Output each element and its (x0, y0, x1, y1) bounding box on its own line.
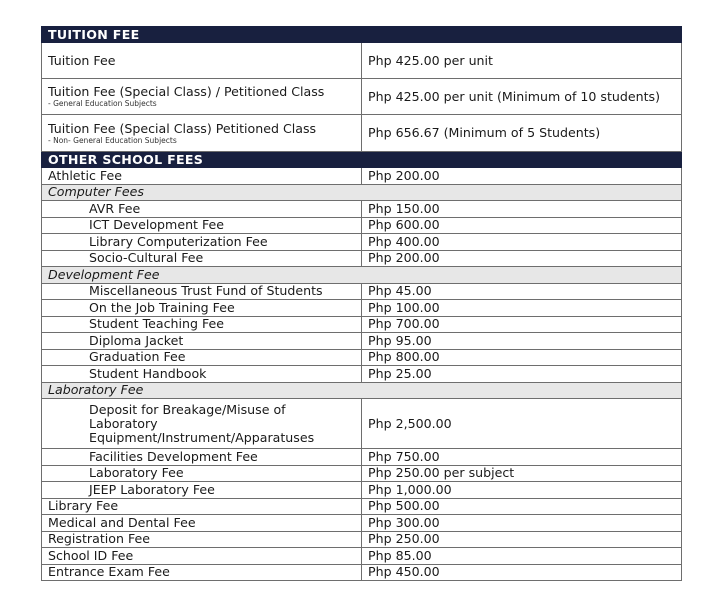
table-row (42, 531, 682, 548)
fee-label: Student Handbook (42, 366, 362, 383)
fee-value: Php 425.00 per unit (362, 43, 682, 79)
table-row (42, 366, 682, 383)
table-row (42, 201, 682, 218)
fee-value: Php 600.00 (362, 217, 682, 234)
fee-value: Php 400.00 (362, 234, 682, 251)
category-label: Laboratory Fee (42, 382, 682, 399)
fee-value: Php 2,500.00 (362, 399, 682, 449)
fee-value: Php 1,000.00 (362, 482, 682, 499)
fee-label: Library Fee (42, 498, 362, 515)
table-row (42, 250, 682, 267)
fee-label: Registration Fee (42, 531, 362, 548)
fee-label: Miscellaneous Trust Fund of Students (42, 283, 362, 300)
fee-label: AVR Fee (42, 201, 362, 218)
fee-label: Library Computerization Fee (42, 234, 362, 251)
fee-value: Php 45.00 (362, 283, 682, 300)
fee-note: - General Education Subjects (48, 99, 157, 108)
fee-value: Php 200.00 (362, 168, 682, 185)
fee-value: Php 150.00 (362, 201, 682, 218)
fee-value: Php 250.00 (362, 531, 682, 548)
fee-label-cell (42, 79, 362, 115)
table-row (42, 43, 682, 79)
table-row (42, 399, 682, 449)
fee-label: JEEP Laboratory Fee (42, 482, 362, 499)
table-row (42, 449, 682, 466)
table-row (42, 515, 682, 532)
fee-value: Php 800.00 (362, 349, 682, 366)
table-row (42, 333, 682, 350)
fee-label: School ID Fee (42, 548, 362, 565)
fee-label: ICT Development Fee (42, 217, 362, 234)
fee-table (41, 26, 682, 581)
table-row (42, 300, 682, 317)
fee-label: Facilities Development Fee (42, 449, 362, 466)
category-row (42, 267, 682, 284)
table-row (42, 349, 682, 366)
fee-label: Student Teaching Fee (42, 316, 362, 333)
fee-label-cell (42, 115, 362, 152)
table-row (42, 316, 682, 333)
table-row (42, 482, 682, 499)
fee-label: Socio-Cultural Fee (42, 250, 362, 267)
table-row (42, 168, 682, 185)
category-row (42, 382, 682, 399)
fee-label: Athletic Fee (42, 168, 362, 185)
fee-value: Php 25.00 (362, 366, 682, 383)
fee-value: Php 656.67 (Minimum of 5 Students) (362, 115, 682, 152)
other-fees-header: OTHER SCHOOL FEES (42, 152, 682, 168)
fee-label: Diploma Jacket (42, 333, 362, 350)
table-row (42, 217, 682, 234)
tuition-header: TUITION FEE (42, 27, 682, 43)
fee-value: Php 425.00 per unit (Minimum of 10 students) (362, 79, 682, 115)
fee-label: Deposit for Breakage/Misuse of Laboratory Equipment/Instrument/Apparatuses (42, 399, 362, 449)
table-row (42, 498, 682, 515)
fee-label: Tuition Fee (Special Class) / Petitioned Class (48, 84, 325, 99)
fee-label: Entrance Exam Fee (42, 564, 362, 581)
category-row (42, 184, 682, 201)
fee-value: Php 700.00 (362, 316, 682, 333)
fee-value: Php 95.00 (362, 333, 682, 350)
fee-label: Laboratory Fee (42, 465, 362, 482)
fee-value: Php 200.00 (362, 250, 682, 267)
category-label: Development Fee (42, 267, 682, 284)
fee-label: Medical and Dental Fee (42, 515, 362, 532)
fee-value: Php 100.00 (362, 300, 682, 317)
fee-value: Php 250.00 per subject (362, 465, 682, 482)
fee-value: Php 750.00 (362, 449, 682, 466)
table-row (42, 548, 682, 565)
fee-note: - Non- General Education Subjects (48, 135, 177, 145)
category-label: Computer Fees (42, 184, 682, 201)
table-row (42, 115, 682, 152)
fee-value: Php 450.00 (362, 564, 682, 581)
table-row (42, 283, 682, 300)
table-row (42, 234, 682, 251)
fee-value: Php 300.00 (362, 515, 682, 532)
other-header-row (42, 152, 682, 168)
table-row (42, 564, 682, 581)
table-row (42, 79, 682, 115)
fee-label: Tuition Fee (42, 43, 362, 79)
tuition-header-row (42, 27, 682, 43)
fee-value: Php 85.00 (362, 548, 682, 565)
fee-label: Tuition Fee (Special Class) Petitioned Class (48, 120, 317, 136)
table-row (42, 465, 682, 482)
fee-label: On the Job Training Fee (42, 300, 362, 317)
fee-value: Php 500.00 (362, 498, 682, 515)
fee-label: Graduation Fee (42, 349, 362, 366)
